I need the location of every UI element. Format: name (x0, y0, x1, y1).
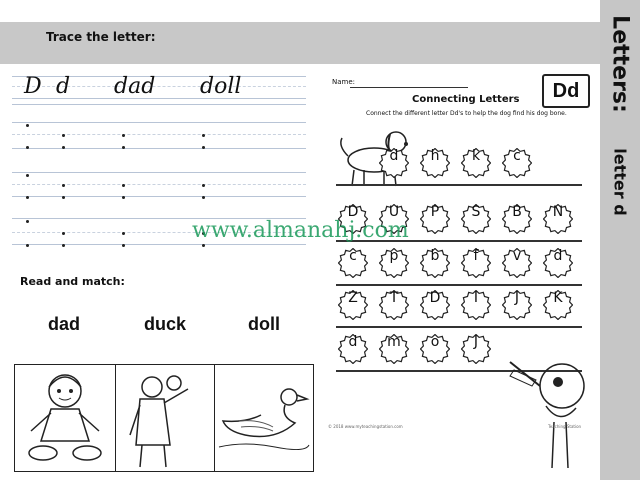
name-label: Name: (332, 78, 356, 86)
trace-line (12, 104, 306, 105)
maze-letter-text: K (553, 290, 563, 306)
maze-letter-text: D (347, 204, 359, 220)
trace-dot (122, 146, 125, 149)
trace-dot (26, 196, 29, 199)
maze-letter-text: p (389, 248, 399, 264)
maze-letter-text: D (429, 290, 441, 306)
maze-letter-text: m (387, 334, 401, 350)
footer-copyright: © 2018 www.myteachingstation.com (328, 424, 403, 429)
maze-letter (420, 290, 450, 320)
dad-icon (116, 365, 214, 469)
trace-dot (122, 244, 125, 247)
trace-dot (202, 244, 205, 247)
maze-letter-text: o (430, 334, 440, 350)
maze-letter-text: k (471, 148, 481, 164)
maze-letter (502, 290, 532, 320)
duck-icon (215, 365, 313, 469)
trace-word: doll (200, 74, 242, 99)
maze-letter-text: d (553, 248, 563, 264)
trace-dot (202, 134, 205, 137)
trace-dot (62, 232, 65, 235)
name-line (350, 87, 468, 88)
sidebar (600, 0, 640, 480)
maze-letter (379, 148, 409, 178)
maze-letter-text: N (552, 204, 564, 220)
trace-dot (122, 232, 125, 235)
trace-word: dad (114, 74, 156, 99)
trace-word: d (56, 74, 71, 99)
maze-letter-text: S (471, 204, 481, 220)
maze-letter-text: J (473, 334, 479, 350)
dad-picture (116, 365, 215, 471)
trace-line (12, 122, 306, 123)
trace-dot (26, 244, 29, 247)
trace-dot (62, 184, 65, 187)
trace-dot (26, 124, 29, 127)
match-word: doll (248, 314, 280, 334)
maze-letter (543, 290, 573, 320)
worksheet-title: Connecting Letters (412, 94, 520, 105)
maze-letter-text: c (513, 148, 521, 164)
trace-title: Trace the letter: (46, 30, 156, 44)
footer-brand: Teaching Station (548, 424, 582, 429)
maze-letter-text: T (389, 290, 399, 306)
bird-icon (506, 352, 592, 472)
maze-letter (420, 248, 450, 278)
trace-dot (122, 134, 125, 137)
trace-dot (26, 146, 29, 149)
trace-dot (202, 146, 205, 149)
trace-line (12, 134, 306, 135)
maze-letter (379, 248, 409, 278)
maze-letter (338, 334, 368, 364)
match-word: dad (48, 314, 81, 334)
maze-letter (420, 204, 450, 234)
maze-letter (461, 148, 491, 178)
sidebar-subtitle: letter d (610, 148, 630, 216)
trace-dot (62, 146, 65, 149)
trace-dot (62, 244, 65, 247)
maze-letter-text: h (430, 148, 440, 164)
read-match-title: Read and match: (20, 275, 125, 288)
maze-letter (461, 334, 491, 364)
trace-dot (26, 220, 29, 223)
maze-letter (461, 204, 491, 234)
trace-dot (202, 196, 205, 199)
maze-letter (543, 248, 573, 278)
maze-letter (502, 148, 532, 178)
trace-line (12, 244, 306, 245)
maze-letter-text: b (430, 248, 440, 264)
trace-dot (62, 134, 65, 137)
maze-letter-text: c (349, 248, 357, 264)
connecting-letters-worksheet (322, 66, 594, 476)
maze-letter-text: v (512, 248, 522, 264)
maze-wall (336, 326, 582, 328)
maze-letter (461, 248, 491, 278)
maze-letter (461, 290, 491, 320)
maze-letter (420, 334, 450, 364)
trace-line (12, 172, 306, 173)
maze-letter (379, 290, 409, 320)
maze-letter (379, 334, 409, 364)
maze-letter-text: d (389, 148, 399, 164)
trace-dot (202, 184, 205, 187)
trace-line (12, 196, 306, 197)
trace-dot (62, 196, 65, 199)
watermark: www.almanahj.com (192, 218, 409, 243)
trace-word: D (24, 74, 42, 99)
maze-letter-text: P (430, 204, 440, 220)
maze-wall (336, 284, 582, 286)
trace-line (12, 184, 306, 185)
maze-letter (543, 204, 573, 234)
worksheet-instruction: Connect the different letter Dd's to help the dog find his dog bone. (366, 110, 567, 117)
trace-line (12, 148, 306, 149)
maze-letter (502, 248, 532, 278)
trace-dot (26, 174, 29, 177)
sidebar-title: Letters: (607, 15, 633, 113)
maze-letter-text: U (388, 204, 400, 220)
title-band (0, 22, 600, 64)
doll-picture (15, 365, 116, 471)
maze-letter (338, 290, 368, 320)
maze-letter-text: Z (348, 290, 358, 306)
duck-picture (215, 365, 313, 471)
maze-letter-text: d (348, 334, 358, 350)
trace-dot (122, 196, 125, 199)
maze-letter-text: B (512, 204, 522, 220)
picture-strip (14, 364, 314, 472)
trace-dot (122, 184, 125, 187)
letter-badge: Dd (542, 74, 590, 108)
maze-letter-text: f (473, 248, 479, 264)
maze-letter (502, 204, 532, 234)
doll-icon (15, 365, 115, 469)
match-word: duck (144, 314, 187, 334)
maze-letter-text: I (473, 290, 479, 306)
maze-letter-text: J (514, 290, 520, 306)
maze-letter (420, 148, 450, 178)
maze-wall (336, 184, 582, 186)
maze-letter (338, 248, 368, 278)
